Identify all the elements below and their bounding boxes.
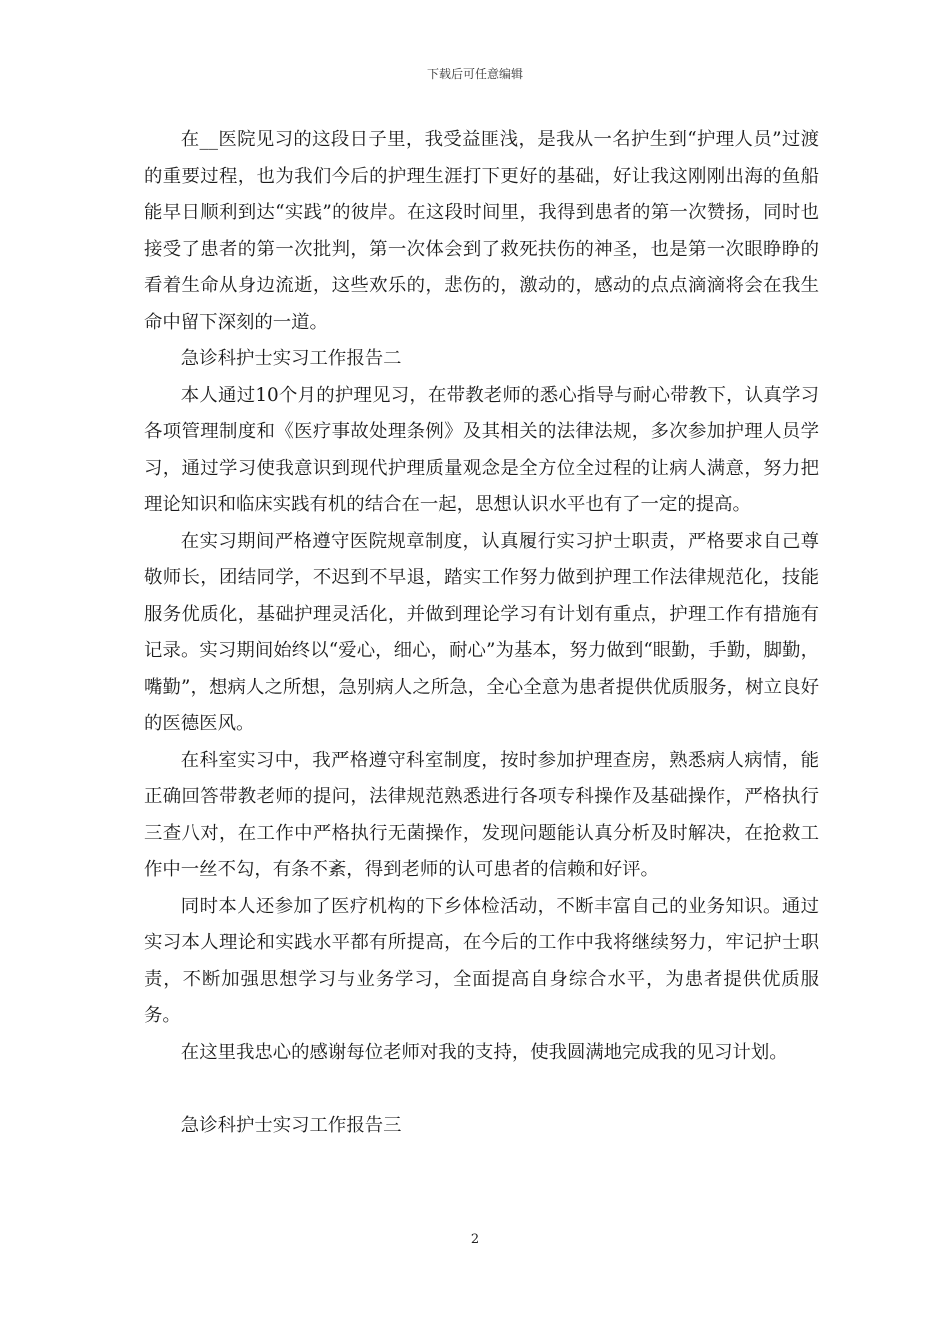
document-body (144, 122, 819, 1144)
paragraph-discipline: 在实习期间严格遵守医院规章制度，认真履行实习护士职责，严格要求自己尊敬师长，团结同学，不迟到不早退，踏实工作努力做到护理工作法律规范化，技能服务优质化，基础护理灵活化，并做到理论学习有计划有重点，护理工作有措施有记录。实习期间始终以“爱心，细心，耐心”为基本，努力做到“眼勤，手勤，脚勤，嘴勤”，想病人之所想，急别病人之所急，全心全意为患者提供优质服务，树立良好的医德医风。 (144, 530, 819, 734)
paragraph-study: 本人通过10个月的护理见习，在带教老师的悉心指导与耐心带教下，认真学习各项管理制度和《医疗事故处理条例》及其相关的法律法规，多次参加护理人员学习，通过学习使我意识到现代护理质量观念是全方位全过程的让病人满意，努力把理论知识和临床实践有机的结合在一起，思想认识水平也有了一定的提高。 (144, 384, 819, 515)
page-number: 2 (470, 1232, 480, 1247)
page-header: 下载后可任意编辑 (426, 67, 523, 81)
paragraph-department: 在科室实习中，我严格遵守科室制度，按时参加护理查房，熟悉病人病情，能正确回答带教老师的提问，法律规范熟悉进行各项专科操作及基础操作，严格执行三查八对，在工作中严格执行无菌操作，发现问题能认真分析及时解决，在抢救工作中一丝不勾，有条不紊，得到老师的认可患者的信赖和好评。 (144, 749, 819, 880)
paragraph-outreach: 同时本人还参加了医疗机构的下乡体检活动，不断丰富自己的业务知识。通过实习本人理论和实践水平都有所提高，在今后的工作中我将继续努力，牢记护士职责，不断加强思想学习与业务学习，全面提高自身综合水平，为患者提供优质服务。 (144, 895, 819, 1026)
paragraph-intro: 在__医院见习的这段日子里，我受益匪浅，是我从一名护生到“护理人员”过渡的重要过程，也为我们今后的护理生涯打下更好的基础，好让我这刚刚出海的鱼船能早日顺利到达“实践”的彼岸。在这段时间里，我得到患者的第一次赞扬，同时也接受了患者的第一次批判，第一次体会到了救死扶伤的神圣，也是第一次眼睁睁的看着生命从身边流逝，这些欢乐的，悲伤的，激动的，感动的点点滴滴将会在我生命中留下深刻的一道。 (144, 129, 819, 333)
section-heading-three: 急诊科护士实习工作报告三 (180, 1114, 402, 1136)
section-heading-two: 急诊科护士实习工作报告二 (180, 348, 402, 369)
paragraph-thanks: 在这里我忠心的感谢每位老师对我的支持，使我圆满地完成我的见习计划。 (180, 1041, 788, 1063)
